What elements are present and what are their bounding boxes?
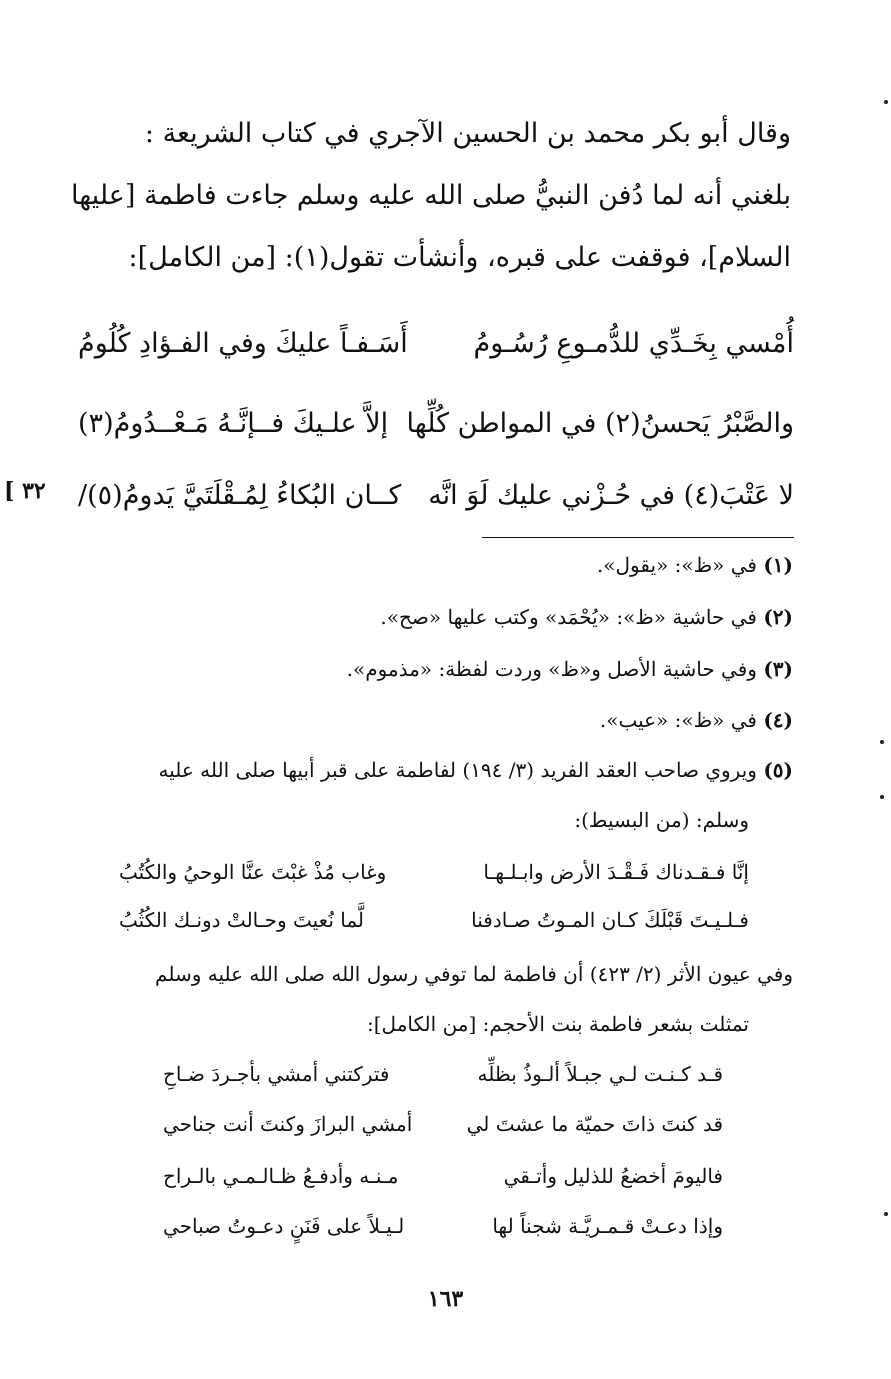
manuscript-folio-marker: [ ٣٢ — [4, 478, 46, 504]
scan-speck — [880, 795, 884, 799]
verse-first-hemistich: قـد كـنـت لـي جبـلاً ألـوذُ بظلِّه — [477, 1062, 723, 1086]
footnote-verse — [119, 896, 749, 944]
footnote-text: وسلم: (من البسيط): — [574, 808, 749, 832]
footnote-1 — [93, 546, 793, 584]
scan-speck — [880, 740, 884, 744]
page-number: ١٦٣ — [427, 1286, 464, 1312]
verse-second-hemistich: فتركتني أمشي بأجـردَ ضـاحِ — [163, 1062, 390, 1086]
footnote-text: ويروي صاحب العقد الفريد (٣/ ١٩٤) لفاطمة على قبر أبيها صلى الله عليه — [158, 758, 757, 782]
footnote-text: في «ظ»: «يقول». — [596, 553, 757, 577]
footnote-3 — [93, 650, 793, 688]
footnote-ref: (٤) — [763, 708, 793, 732]
footnote-verse — [163, 1202, 723, 1250]
footnote-verse — [119, 848, 749, 896]
footnote-verse — [163, 1050, 723, 1098]
verse-second-hemistich: لـيـلاً على فَنَنٍ دعـوتُ صباحي — [163, 1214, 405, 1238]
verse-first-hemistich: أُمْسي بِخَـدِّي للدُّمـوعِ رُسُـومُ — [473, 328, 794, 359]
footnote-2 — [93, 598, 793, 636]
verse-first-hemistich: إنَّا فـقـدناك فَـقْـدَ الأرض وابـلـهـا — [483, 860, 749, 884]
footnote-ref: (٣) — [763, 657, 793, 681]
footnote-text: في حاشية «ظ»: «يُحْمَد» وكتب عليها «صح». — [380, 605, 757, 629]
verse-second-hemistich: وغاب مُذْ غبْتَ عنَّا الوحيُ والكُتُبُ — [119, 860, 387, 884]
verse-second-hemistich: مـنـه وأدفـعُ ظـالـمـي بالـراح — [163, 1164, 399, 1188]
verse-second-hemistich: أَسَـفـاً عليكَ وفي الفـؤادِ كُلُومُ — [78, 328, 408, 359]
poem-verse-3 — [78, 466, 794, 526]
verse-first-hemistich: وإذا دعـتْ قـمـريَّـة شجناً لها — [492, 1214, 723, 1238]
scan-speck — [884, 1212, 888, 1216]
scan-speck — [884, 100, 888, 104]
verse-second-hemistich: كــان البُكاءُ لِمُـقْلَتَيَّ يَدومُ(٥)/ — [78, 480, 402, 511]
verse-second-hemistich: أمشي البرازَ وكنتَ أنت جناحي — [163, 1112, 413, 1136]
intro-line: السلام]، فوقفت على قبره، وأنشأت تقول(١): [من الكامل]: — [128, 242, 791, 273]
intro-paragraph — [71, 103, 791, 289]
footnote-text: تمثلت بشعر فاطمة بنت الأحجم: [من الكامل]: — [367, 1012, 749, 1036]
verse-first-hemistich: لا عَتْبَ(٤) في حُـزْني عليك لَوَ انَّه — [428, 480, 794, 511]
footnote-text: في «ظ»: «عيب». — [599, 708, 757, 732]
intro-line: وقال أبو بكر محمد بن الحسين الآجري في كتاب الشريعة : — [144, 118, 791, 149]
verse-second-hemistich: لَّما نُعيتَ وحـالتْ دونـك الكُثُبُ — [119, 908, 364, 932]
footnote-ref: (٥) — [763, 758, 793, 782]
verse-first-hemistich: والصَّبْرُ يَحسنُ(٢) في المواطن كُلِّها — [406, 408, 794, 439]
verse-first-hemistich: فـلـيـتَ قَبْلَكَ كـان المـوتُ صـادفنا — [471, 908, 749, 932]
footnote-5-line — [93, 955, 793, 993]
footnote-ref: (١) — [763, 553, 793, 577]
footnote-5-line — [99, 1005, 749, 1043]
footnote-text: وفي عيون الأثر (٢/ ٤٢٣) أن فاطمة لما توفي رسول الله صلى الله عليه وسلم — [155, 962, 793, 986]
footnote-5 — [93, 751, 793, 789]
poem-verse-1 — [78, 314, 794, 374]
verse-first-hemistich: فاليومَ أخضعُ للذليل وأتـقي — [503, 1164, 723, 1188]
footnote-separator — [482, 537, 794, 538]
footnote-verse — [163, 1152, 723, 1200]
footnote-verse — [163, 1100, 723, 1148]
footnote-5-line — [99, 801, 749, 839]
poem-verse-2 — [78, 394, 794, 454]
footnote-4 — [93, 701, 793, 739]
intro-line: بلغني أنه لما دُفن النبيُّ صلى الله عليه وسلم جاءت فاطمة [عليها — [71, 180, 791, 211]
footnote-text: وفي حاشية الأصل و«ظ» وردت لفظة: «مذموم». — [346, 657, 757, 681]
footnote-ref: (٢) — [763, 605, 793, 629]
verse-first-hemistich: قد كنتَ ذاتَ حميّة ما عشتَ لي — [466, 1112, 723, 1136]
verse-second-hemistich: إلاَّ علـيكَ فــإنَّـهُ مَـعْــدُومُ(٣) — [78, 408, 389, 439]
